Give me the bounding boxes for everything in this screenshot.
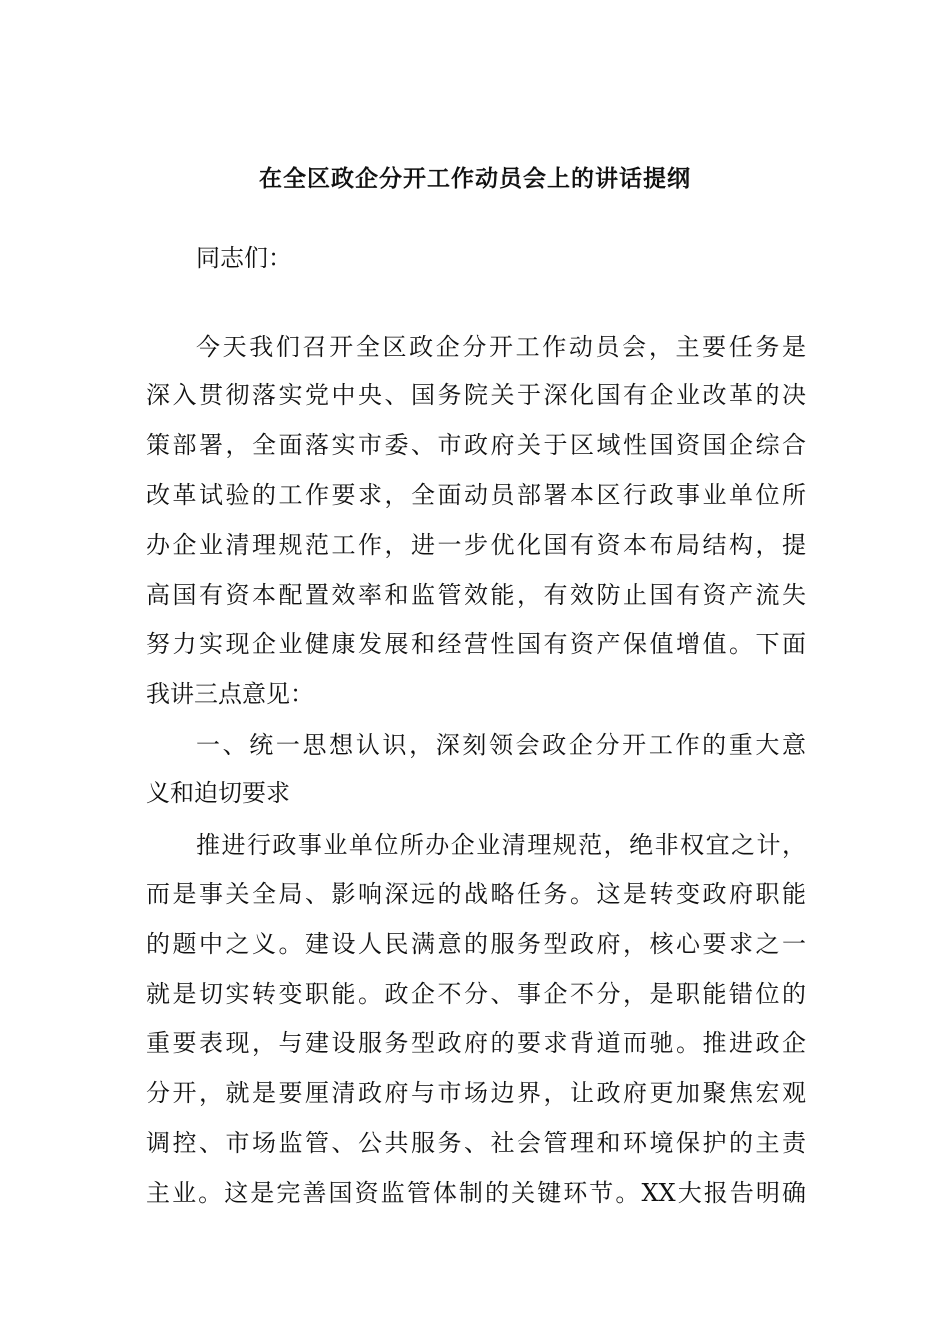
paragraph-line: 重要表现，与建设服务型政府的要求背道而驰。推进政企	[146, 1029, 806, 1057]
paragraph-line: 努力实现企业健康发展和经营性国有资产保值增值。下面	[146, 630, 806, 658]
document-title: 在全区政企分开工作动员会上的讲话提纲	[259, 165, 691, 192]
paragraph-line: 高国有资本配置效率和监管效能，有效防止国有资产流失	[146, 581, 806, 609]
paragraph-line: 改革试验的工作要求，全面动员部署本区行政事业单位所	[146, 481, 806, 509]
paragraph-line: 我讲三点意见：	[146, 680, 314, 708]
paragraph-line: 调控、市场监管、公共服务、社会管理和环境保护的主责	[146, 1129, 806, 1157]
paragraph-line: 今天我们召开全区政企分开工作动员会，主要任务是	[196, 333, 806, 361]
salutation: 同志们：	[196, 244, 292, 272]
paragraph-line: 而是事关全局、影响深远的战略任务。这是转变政府职能	[146, 880, 806, 908]
paragraph-line: 就是切实转变职能。政企不分、事企不分，是职能错位的	[146, 980, 806, 1008]
section-heading-line: 义和迫切要求	[146, 779, 290, 807]
paragraph-line: 的题中之义。建设人民满意的服务型政府，核心要求之一	[146, 930, 806, 958]
paragraph-line: 推进行政事业单位所办企业清理规范，绝非权宜之计，	[196, 831, 806, 859]
paragraph-line: 策部署，全面落实市委、市政府关于区域性国资国企综合	[146, 431, 806, 459]
paragraph-line: 深入贯彻落实党中央、国务院关于深化国有企业改革的决	[146, 381, 806, 409]
paragraph-line: 主业。这是完善国资监管体制的关键环节。XX大报告明确	[146, 1179, 806, 1207]
paragraph-line: 分开，就是要厘清政府与市场边界，让政府更加聚焦宏观	[146, 1079, 806, 1107]
section-heading-line: 一、统一思想认识，深刻领会政企分开工作的重大意	[196, 731, 806, 759]
paragraph-line: 办企业清理规范工作，进一步优化国有资本布局结构，提	[146, 531, 806, 559]
